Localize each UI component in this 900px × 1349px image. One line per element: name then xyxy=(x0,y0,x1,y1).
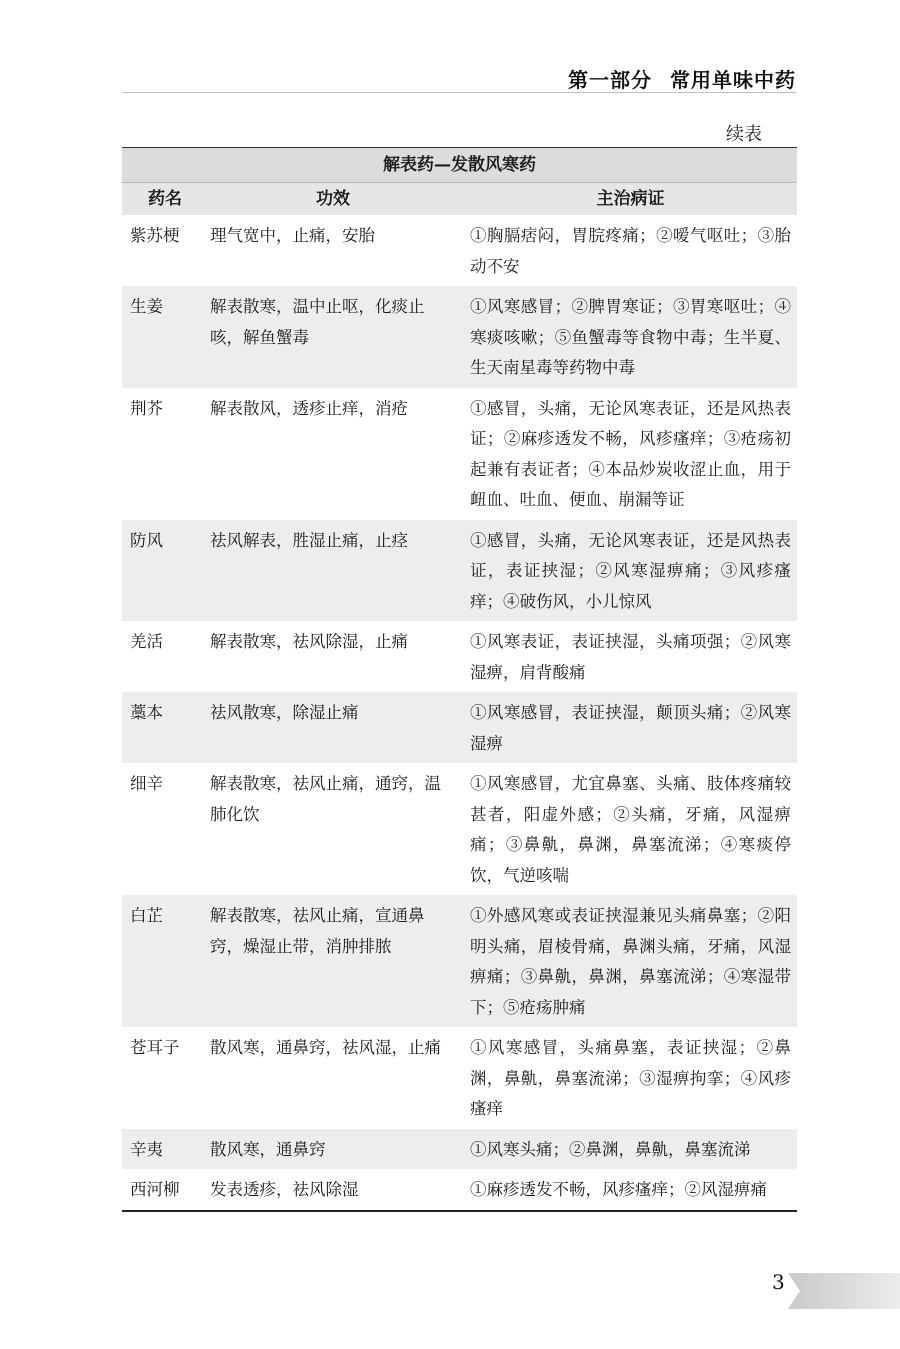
herb-efficacy: 解表散寒，祛风止痛，宣通鼻窍，燥湿止带，消肿排脓 xyxy=(210,906,425,956)
herb-indications: ①胸膈痞闷，胃脘疼痛；②嗳气呕吐；③胎动不安 xyxy=(470,226,791,276)
herb-efficacy: 散风寒，通鼻窍 xyxy=(210,1139,326,1159)
table-row xyxy=(122,895,797,1027)
herb-indications: ①风寒头痛；②鼻渊，鼻鼽，鼻塞流涕 xyxy=(470,1139,751,1159)
table-row xyxy=(122,215,797,286)
herb-efficacy: 解表散寒，祛风止痛，通窍，温肺化饮 xyxy=(210,774,441,824)
herb-indications: ①感冒，头痛，无论风寒表证，还是风热表证；②麻疹透发不畅，风疹瘙痒；③疮疡初起兼有表证者；④本品炒炭收涩止血，用于衄血、吐血、便血、崩漏等证 xyxy=(470,398,791,509)
herb-efficacy: 发表透疹，祛风除湿 xyxy=(210,1180,359,1199)
herb-efficacy: 解表散寒，温中止呕，化痰止咳，解鱼蟹毒 xyxy=(210,297,425,347)
herb-indications: ①风寒感冒，头痛鼻塞，表证挟湿；②鼻渊，鼻鼽，鼻塞流涕；③湿痹拘挛；④风疹瘙痒 xyxy=(470,1038,791,1118)
herb-efficacy: 散风寒，通鼻窍，祛风湿，止痛 xyxy=(210,1038,441,1057)
table-row xyxy=(122,1129,797,1170)
herb-table xyxy=(122,147,797,1212)
table-row xyxy=(122,1169,797,1210)
herb-name: 荆芥 xyxy=(130,398,163,418)
herb-indications: ①感冒，头痛，无论风寒表证，还是风热表证，表证挟湿；②风寒湿痹痛；③风疹瘙痒；④破伤风，小儿惊风 xyxy=(470,530,791,611)
herb-name: 苍耳子 xyxy=(130,1038,180,1057)
table-row xyxy=(122,692,797,763)
column-header-indications: 主治病证 xyxy=(596,189,665,209)
continued-label: 续表 xyxy=(726,124,762,145)
header-part: 第一部分 xyxy=(568,68,652,92)
table-row xyxy=(122,286,797,388)
herb-indications: ①风寒感冒，尤宜鼻塞、头痛、肢体疼痛较甚者，阳虚外感；②头痛，牙痛，风湿痹痛；③鼻鼽，鼻渊，鼻塞流涕；④寒痰停饮，气逆咳喘 xyxy=(470,774,791,885)
herb-indications: ①麻疹透发不畅，风疹瘙痒；②风湿痹痛 xyxy=(470,1180,767,1199)
header-section: 常用单味中药 xyxy=(670,68,796,92)
herb-name: 生姜 xyxy=(130,297,163,316)
herb-indications: ①风寒感冒，表证挟湿，颠顶头痛；②风寒湿痹 xyxy=(470,703,791,753)
table-row xyxy=(122,388,797,520)
herb-efficacy: 解表散寒，祛风除湿，止痛 xyxy=(210,632,408,651)
herb-name: 紫苏梗 xyxy=(130,226,180,245)
table-header xyxy=(122,183,797,215)
herb-name: 白芷 xyxy=(130,906,163,925)
category-heading: 解表药—发散风寒药 xyxy=(122,148,797,183)
herb-indications: ①风寒感冒；②脾胃寒证；③胃寒呕吐；④寒痰咳嗽；⑤鱼蟹毒等食物中毒；生半夏、生天南星毒等药物中毒 xyxy=(470,297,791,377)
page-tab-decoration xyxy=(788,1273,900,1309)
herb-name: 西河柳 xyxy=(130,1180,180,1199)
column-header-name: 药名 xyxy=(148,189,182,209)
running-header xyxy=(568,64,796,93)
herb-name: 藁本 xyxy=(130,703,163,722)
table-row xyxy=(122,1027,797,1129)
page-number: 3 xyxy=(772,1270,785,1294)
table-row xyxy=(122,763,797,895)
herb-efficacy: 祛风散寒，除湿止痛 xyxy=(210,703,359,722)
herb-efficacy: 解表散风，透疹止痒，消疮 xyxy=(210,398,408,418)
herb-name: 细辛 xyxy=(130,774,163,793)
table-row xyxy=(122,520,797,622)
column-header-efficacy: 功效 xyxy=(316,189,350,209)
herb-efficacy: 理气宽中，止痛，安胎 xyxy=(210,226,375,245)
herb-indications: ①风寒表证，表证挟湿，头痛项强；②风寒湿痹，肩背酸痛 xyxy=(470,632,791,682)
herb-name: 辛夷 xyxy=(130,1139,163,1159)
herb-name: 羌活 xyxy=(130,632,163,651)
herb-efficacy: 祛风解表，胜湿止痛，止痉 xyxy=(210,530,408,550)
herb-name: 防风 xyxy=(130,530,163,550)
header-rule xyxy=(122,92,796,93)
herb-indications: ①外感风寒或表证挟湿兼见头痛鼻塞；②阳明头痛，眉棱骨痛，鼻渊头痛，牙痛，风湿痹痛；③鼻鼽，鼻渊，鼻塞流涕；④寒湿带下；⑤疮疡肿痛 xyxy=(470,906,791,1017)
table-row xyxy=(122,621,797,692)
